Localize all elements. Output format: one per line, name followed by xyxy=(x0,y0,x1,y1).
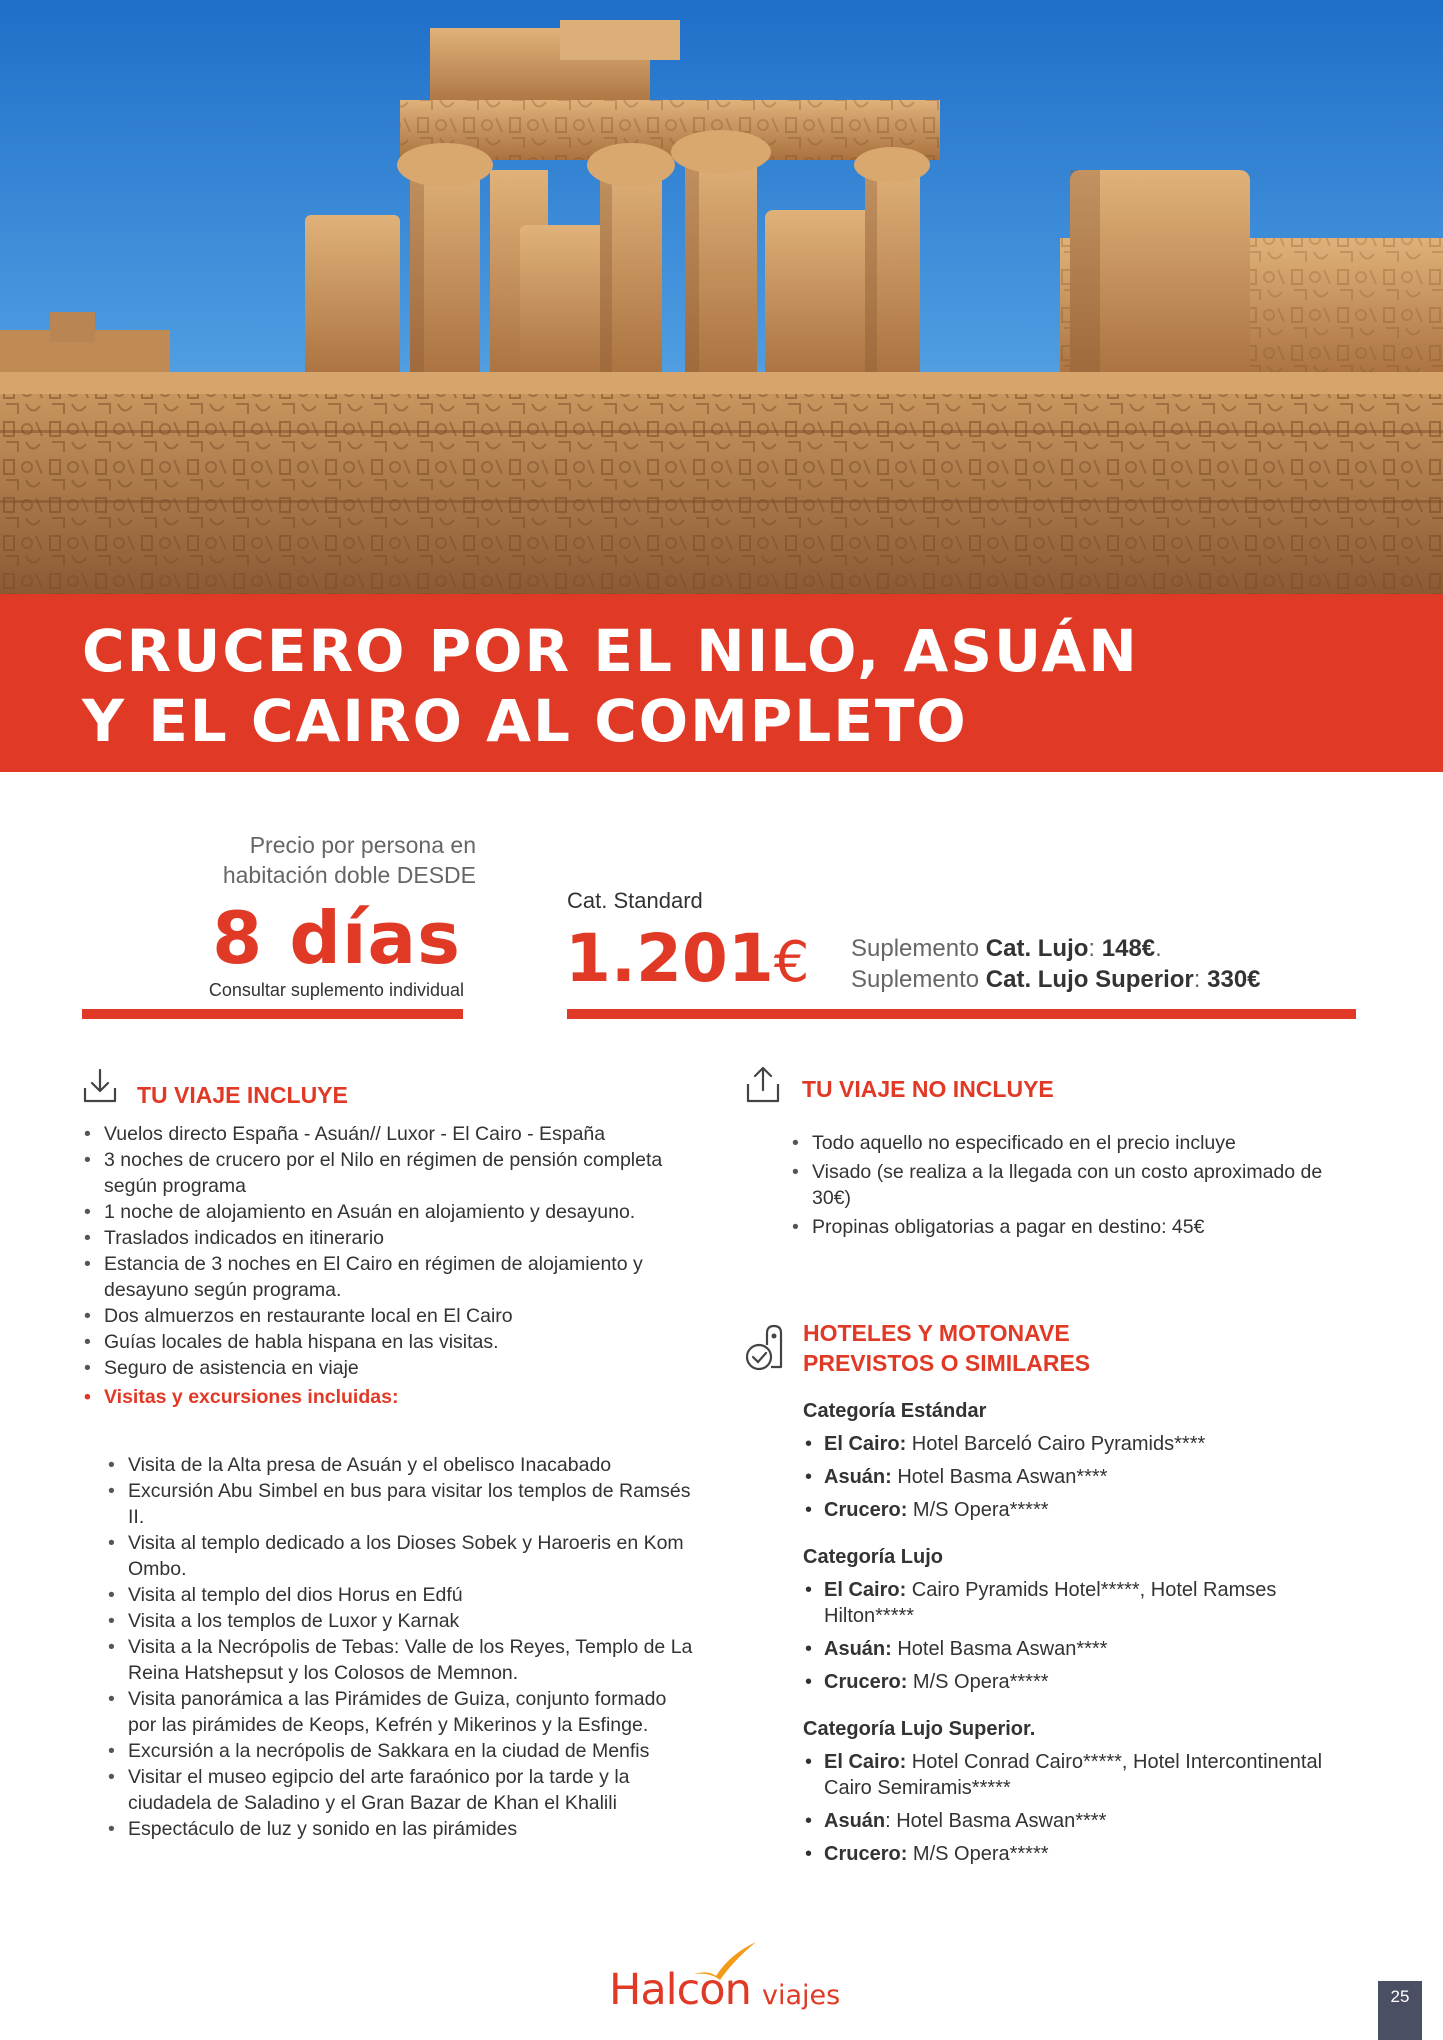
list-item: • Visado (se realiza a la llegada con un costo aproximado de 30€) xyxy=(790,1159,1350,1211)
list-item: • Estancia de 3 noches en El Cairo en régimen de alojamiento y desayuno según programa. xyxy=(82,1251,702,1303)
supplement-separator: : xyxy=(1088,935,1102,962)
hero-photo-temple xyxy=(0,0,1443,594)
hotel-place: Crucero: xyxy=(824,1671,908,1693)
supplement-value: 330€ xyxy=(1207,966,1261,993)
logo-word-halcon: Halcon xyxy=(609,1965,751,2015)
list-item: • Espectáculo de luz y sonido en las pirámides xyxy=(106,1816,694,1842)
supplement-lujo-superior xyxy=(851,966,1261,994)
hotel-place: El Cairo: xyxy=(824,1579,907,1601)
hotel-place: Crucero: xyxy=(824,1843,908,1865)
hotel-place: Crucero: xyxy=(824,1499,908,1521)
halcon-viajes-logo xyxy=(606,1940,841,2020)
list-item: • Visita a los templos de Luxor y Karnak xyxy=(106,1608,694,1634)
hotel-list-lujo-superior xyxy=(803,1749,1343,1874)
hotel-name: Hotel Barceló Cairo Pyramids**** xyxy=(906,1433,1206,1455)
hotel-name: : Hotel Basma Aswan**** xyxy=(885,1810,1107,1832)
list-item: • Visita panorámica a las Pirámides de Guiza, conjunto formado por las pirámides de Keops, Kefrén y Mikerinos y la Esfinge. xyxy=(106,1686,694,1738)
list-item: • Propinas obligatorias a pagar en destino: 45€ xyxy=(790,1214,1350,1240)
supplement-separator: : xyxy=(1193,966,1208,993)
trip-duration: 8 días xyxy=(212,896,461,980)
list-item xyxy=(803,1669,1343,1695)
hotel-place: El Cairo: xyxy=(824,1433,907,1455)
list-item xyxy=(803,1636,1343,1662)
excludes-list xyxy=(790,1130,1350,1243)
page-number: 25 xyxy=(1378,1981,1422,2040)
excursions-heading: • Visitas y excursiones incluidas: xyxy=(82,1384,702,1410)
hotel-category-title: Categoría Lujo Superior. xyxy=(803,1718,1036,1740)
hotel-list-lujo xyxy=(803,1577,1343,1702)
hotel-name: Cairo Pyramids Hotel*****, Hotel Ramses Hilton***** xyxy=(824,1579,1277,1627)
list-item xyxy=(803,1841,1343,1867)
list-item xyxy=(803,1749,1343,1801)
hotel-name: Hotel Basma Aswan**** xyxy=(891,1466,1108,1488)
supplement-category: Cat. Lujo Superior xyxy=(985,966,1194,993)
hotel-place: Asuán xyxy=(824,1810,886,1832)
title-banner xyxy=(0,594,1443,772)
price-currency: € xyxy=(773,930,810,995)
supplement-category: Cat. Lujo xyxy=(985,935,1089,962)
download-tray-icon xyxy=(82,1068,118,1104)
list-item: • Guías locales de habla hispana en las visitas. xyxy=(82,1329,702,1355)
list-item: • Vuelos directo España - Asuán// Luxor - El Cairo - España xyxy=(82,1121,702,1147)
excursions-list xyxy=(94,1452,694,1842)
list-item: • Visita a la Necrópolis de Tebas: Valle de los Reyes, Templo de La Reina Hatshepsut y los Colosos de Memnon. xyxy=(106,1634,694,1686)
hotel-name: M/S Opera***** xyxy=(907,1843,1049,1865)
supplement-prefix: Suplemento xyxy=(851,935,986,962)
list-item: • Visita al templo dedicado a los Dioses Sobek y Haroeris en Kom Ombo. xyxy=(106,1530,694,1582)
hotel-name: Hotel Basma Aswan**** xyxy=(891,1638,1108,1660)
hotel-category-title: Categoría Lujo xyxy=(803,1546,944,1568)
list-item: • Dos almuerzos en restaurante local en El Cairo xyxy=(82,1303,702,1329)
list-item: • Todo aquello no especificado en el precio incluye xyxy=(790,1130,1350,1156)
single-supplement-note: Consultar suplemento individual xyxy=(208,980,464,1000)
hotel-list-estandar xyxy=(803,1431,1343,1530)
hotel-place: Asuán: xyxy=(824,1466,892,1488)
hotel-bell-icon xyxy=(745,1323,787,1373)
supplement-value: 148€ xyxy=(1101,935,1156,962)
list-item: • 3 noches de crucero por el Nilo en régimen de pensión completa según programa xyxy=(82,1147,702,1199)
hotel-name: M/S Opera***** xyxy=(907,1499,1049,1521)
price-underline xyxy=(567,1009,1356,1019)
list-item xyxy=(803,1808,1343,1834)
supplement-end: . xyxy=(1155,935,1162,962)
list-item xyxy=(803,1431,1343,1457)
list-item: • Excursión a la necrópolis de Sakkara en la ciudad de Menfis xyxy=(106,1738,694,1764)
hotels-title-line-2: PREVISTOS O SIMILARES xyxy=(803,1350,1091,1376)
price-label-line-2: habitación doble DESDE xyxy=(222,862,476,888)
list-item: • Excursión Abu Simbel en bus para visitar los templos de Ramsés II. xyxy=(106,1478,694,1530)
list-item: • Visita de la Alta presa de Asuán y el obelisco Inacabado xyxy=(106,1452,694,1478)
list-item: • Seguro de asistencia en viaje xyxy=(82,1355,702,1381)
price-category: Cat. Standard xyxy=(567,888,703,913)
supplement-lujo xyxy=(851,935,1162,963)
hotel-name: M/S Opera***** xyxy=(907,1671,1049,1693)
list-item xyxy=(803,1497,1343,1523)
logo-word-viajes: viajes xyxy=(762,1980,841,2011)
list-item xyxy=(803,1464,1343,1490)
hotels-title-line-1: HOTELES Y MOTONAVE xyxy=(803,1320,1070,1346)
price-value: 1.201 xyxy=(565,920,774,997)
hotel-category-title: Categoría Estándar xyxy=(803,1400,987,1422)
hotel-place: El Cairo: xyxy=(824,1751,907,1773)
upload-tray-icon xyxy=(745,1066,781,1104)
title-line-1: CRUCERO POR EL NILO, ASUÁN xyxy=(82,617,1139,685)
list-item: • Traslados indicados en itinerario xyxy=(82,1225,702,1251)
list-item: • Visita al templo del dios Horus en Edfú xyxy=(106,1582,694,1608)
price-label-line-1: Precio por persona en xyxy=(249,832,476,858)
supplement-prefix: Suplemento xyxy=(851,966,986,993)
list-item: • 1 noche de alojamiento en Asuán en alojamiento y desayuno. xyxy=(82,1199,702,1225)
includes-list xyxy=(82,1121,702,1410)
hotel-place: Asuán: xyxy=(824,1638,892,1660)
includes-title: TU VIAJE INCLUYE xyxy=(137,1082,348,1108)
excludes-title: TU VIAJE NO INCLUYE xyxy=(802,1076,1054,1102)
hotel-name: Hotel Conrad Cairo*****, Hotel Intercontinental Cairo Semiramis***** xyxy=(824,1751,1323,1799)
title-line-2: Y EL CAIRO AL COMPLETO xyxy=(82,687,968,755)
list-item: • Visitar el museo egipcio del arte faraónico por la tarde y la ciudadela de Saladino y el Gran Bazar de Khan el Khalili xyxy=(106,1764,694,1816)
duration-underline xyxy=(82,1009,463,1019)
price-amount xyxy=(565,920,809,997)
list-item xyxy=(803,1577,1343,1629)
